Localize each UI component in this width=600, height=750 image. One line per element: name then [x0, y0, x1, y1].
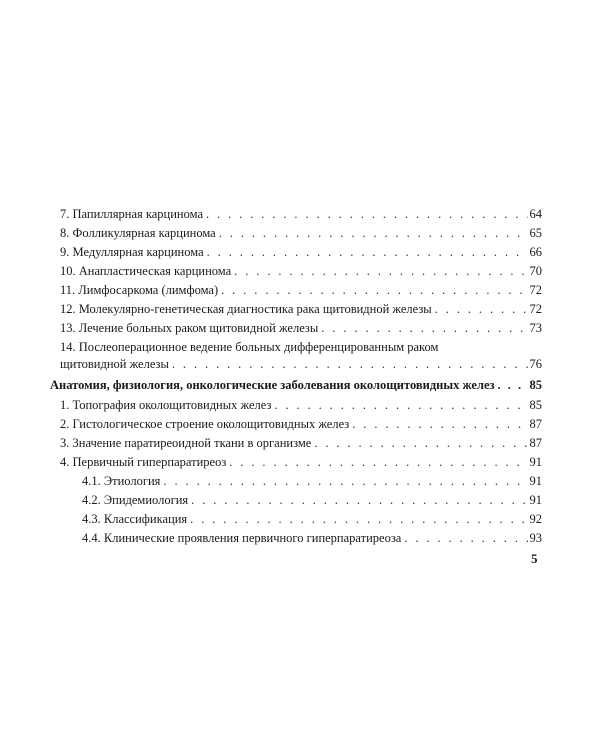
toc-entry-label: 4.1. Этиология [82, 474, 161, 488]
toc-section-heading[interactable] [50, 376, 542, 394]
toc-entry-page: 72 [529, 283, 542, 297]
toc-entry-label: 13. Лечение больных раком щитовидной железы [60, 321, 319, 335]
toc-subentry[interactable] [82, 510, 542, 528]
toc-entry-page: 85 [529, 398, 542, 412]
toc-entry[interactable] [60, 415, 542, 433]
dot-leader [229, 453, 527, 471]
toc-subentry[interactable] [82, 491, 542, 509]
dot-leader [163, 472, 527, 490]
toc-entry-page: 72 [529, 302, 542, 316]
toc-entry[interactable] [60, 453, 542, 471]
toc-entry-label: 10. Анапластическая карцинома [60, 264, 232, 278]
toc-entry-page: 91 [529, 455, 542, 469]
toc-section-label: Анатомия, физиология, онкологические заболевания околощитовидных желез [50, 378, 495, 392]
toc-entry-label: 9. Медуллярная карцинома [60, 245, 204, 259]
toc-entry-page: 70 [529, 264, 542, 278]
toc-entry-page: 93 [529, 531, 542, 545]
dot-leader [190, 510, 527, 528]
toc-entry-label: 11. Лимфосаркома (лимфома) [60, 283, 219, 297]
toc-entry-label: 7. Папиллярная карцинома [60, 207, 204, 221]
toc-entry-page: 87 [529, 436, 542, 450]
dot-leader [498, 376, 528, 394]
dot-leader [221, 281, 527, 299]
dot-leader [404, 529, 527, 547]
toc-entry-page: 73 [529, 321, 542, 335]
toc-entry-page: 64 [529, 207, 542, 221]
toc-section-page: 85 [529, 378, 542, 392]
toc-entry-label-line1[interactable]: 14. Послеоперационное ведение больных дифференцированным раком [60, 340, 439, 354]
toc-entry-page: 76 [529, 357, 542, 371]
dot-leader [435, 300, 528, 318]
toc-entry[interactable] [60, 319, 542, 337]
dot-leader [314, 434, 527, 452]
toc-entry[interactable] [60, 281, 542, 299]
toc-entry-label: 4.2. Эпидемиология [82, 493, 189, 507]
dot-leader [206, 205, 527, 223]
dot-leader [207, 243, 528, 261]
toc-subentry[interactable] [82, 529, 542, 547]
toc-entry-label: 12. Молекулярно-генетическая диагностика рака щитовидной железы [60, 302, 432, 316]
toc-entry-page: 66 [529, 245, 542, 259]
toc-entry[interactable] [60, 396, 542, 414]
toc-entry-page: 91 [529, 493, 542, 507]
toc-entry-label: 4.3. Классификация [82, 512, 188, 526]
toc-subentry[interactable] [82, 472, 542, 490]
dot-leader [191, 491, 527, 509]
dot-leader [321, 319, 527, 337]
toc-entry[interactable] [60, 434, 542, 452]
toc-entry-label: 2. Гистологическое строение околощитовидных желез [60, 417, 350, 431]
page-number: 5 [531, 551, 538, 566]
toc-entry[interactable] [60, 243, 542, 261]
dot-leader [234, 262, 527, 280]
dot-leader [274, 396, 527, 414]
toc-entry-label: 3. Значение паратиреоидной ткани в организме [60, 436, 312, 450]
toc-entry-label: щитовидной железы [60, 357, 169, 371]
toc-entry[interactable] [60, 355, 542, 373]
toc-entry-page: 87 [529, 417, 542, 431]
toc-entry-label: 8. Фолликулярная карцинома [60, 226, 216, 240]
dot-leader [172, 355, 528, 373]
toc-entry-label: 4. Первичный гиперпаратиреоз [60, 455, 227, 469]
toc-entry[interactable] [60, 224, 542, 242]
toc-entry[interactable] [60, 262, 542, 280]
dot-leader [219, 224, 528, 242]
toc-entry-page: 91 [529, 474, 542, 488]
toc-entry-page: 92 [529, 512, 542, 526]
dot-leader [352, 415, 527, 433]
toc-entry-page: 65 [529, 226, 542, 240]
toc-entry-label: 1. Топография околощитовидных желез [60, 398, 272, 412]
toc-entry[interactable] [60, 205, 542, 223]
toc-entry[interactable] [60, 300, 542, 318]
toc-entry-label: 4.4. Клинические проявления первичного гиперпаратиреоза [82, 531, 402, 545]
